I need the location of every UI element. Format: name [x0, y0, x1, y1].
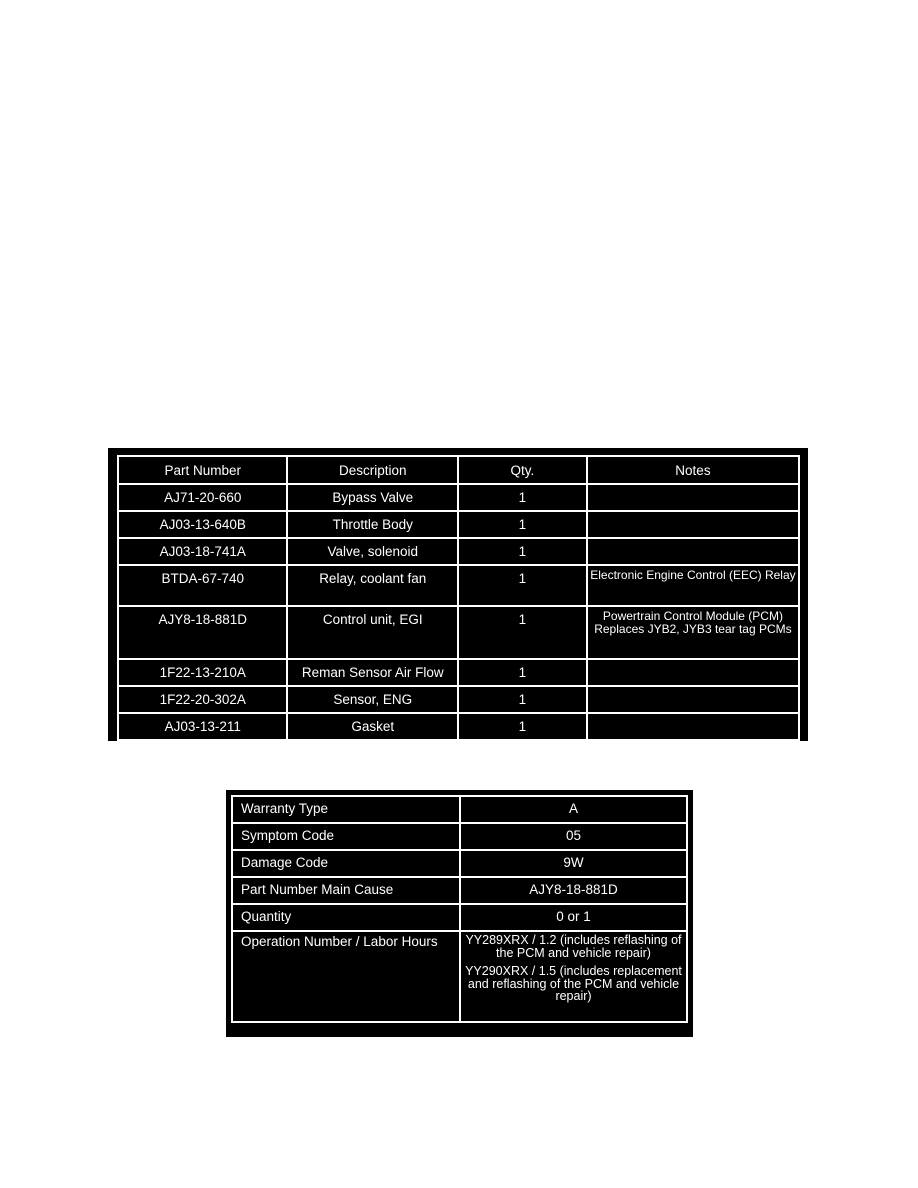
- table-row: [232, 850, 687, 877]
- cell-part-number: AJY8-18-881D: [118, 606, 287, 659]
- cell-part-number: 1F22-20-302A: [118, 686, 287, 713]
- cell-qty: 1: [458, 538, 587, 565]
- header-notes: Notes: [587, 456, 799, 484]
- header-part-number: Part Number: [118, 456, 287, 484]
- cell-notes: [587, 538, 799, 565]
- row-label: Part Number Main Cause: [232, 877, 460, 904]
- table-row: [232, 823, 687, 850]
- row-value: 05: [460, 823, 687, 850]
- cell-qty: 1: [458, 606, 587, 659]
- row-value: AJY8-18-881D: [460, 877, 687, 904]
- cell-description: Sensor, ENG: [287, 686, 458, 713]
- table-header-row: [118, 456, 799, 484]
- cell-description: Control unit, EGI: [287, 606, 458, 659]
- cell-description: Gasket: [287, 713, 458, 740]
- row-value: 0 or 1: [460, 904, 687, 931]
- cell-part-number: BTDA-67-740: [118, 565, 287, 606]
- cell-notes: [587, 511, 799, 538]
- table-row: [232, 931, 687, 1022]
- cell-qty: 1: [458, 484, 587, 511]
- table-row: [232, 904, 687, 931]
- table-row: [118, 659, 799, 686]
- row-label: Symptom Code: [232, 823, 460, 850]
- cell-part-number: AJ03-18-741A: [118, 538, 287, 565]
- row-value: [460, 931, 687, 1022]
- table-row: [118, 484, 799, 511]
- cell-description: Relay, coolant fan: [287, 565, 458, 606]
- header-description: Description: [287, 456, 458, 484]
- cell-notes: Powertrain Control Module (PCM) Replaces JYB2, JYB3 tear tag PCMs: [587, 606, 799, 659]
- table-row: [118, 606, 799, 659]
- cell-part-number: AJ71-20-660: [118, 484, 287, 511]
- table-row: [118, 713, 799, 740]
- cell-qty: 1: [458, 659, 587, 686]
- cell-notes: Electronic Engine Control (EEC) Relay: [587, 565, 799, 606]
- row-value: 9W: [460, 850, 687, 877]
- cell-description: Bypass Valve: [287, 484, 458, 511]
- row-label: Quantity: [232, 904, 460, 931]
- cell-qty: 1: [458, 511, 587, 538]
- table-row: [232, 796, 687, 823]
- row-value: A: [460, 796, 687, 823]
- row-label: Operation Number / Labor Hours: [232, 931, 460, 1022]
- cell-notes: [587, 713, 799, 740]
- cell-description: Reman Sensor Air Flow: [287, 659, 458, 686]
- cell-qty: 1: [458, 565, 587, 606]
- operation-value-1: YY289XRX / 1.2 (includes reflashing of the PCM and vehicle repair): [465, 933, 682, 960]
- header-qty: Qty.: [458, 456, 587, 484]
- parts-table-panel: [108, 448, 808, 741]
- table-row: [118, 511, 799, 538]
- warranty-table: [231, 795, 688, 1023]
- table-row: [118, 686, 799, 713]
- cell-notes: [587, 659, 799, 686]
- operation-value-2: YY290XRX / 1.5 (includes replacement and reflashing of the PCM and vehicle repair): [465, 964, 682, 1003]
- row-label: Warranty Type: [232, 796, 460, 823]
- table-row: [118, 538, 799, 565]
- parts-table: [117, 455, 800, 741]
- cell-description: Valve, solenoid: [287, 538, 458, 565]
- table-row: [118, 565, 799, 606]
- cell-part-number: AJ03-13-211: [118, 713, 287, 740]
- table-row: [232, 877, 687, 904]
- row-label: Damage Code: [232, 850, 460, 877]
- warranty-table-panel: [226, 790, 693, 1037]
- cell-part-number: 1F22-13-210A: [118, 659, 287, 686]
- cell-qty: 1: [458, 713, 587, 740]
- cell-description: Throttle Body: [287, 511, 458, 538]
- cell-notes: [587, 484, 799, 511]
- cell-qty: 1: [458, 686, 587, 713]
- cell-part-number: AJ03-13-640B: [118, 511, 287, 538]
- cell-notes: [587, 686, 799, 713]
